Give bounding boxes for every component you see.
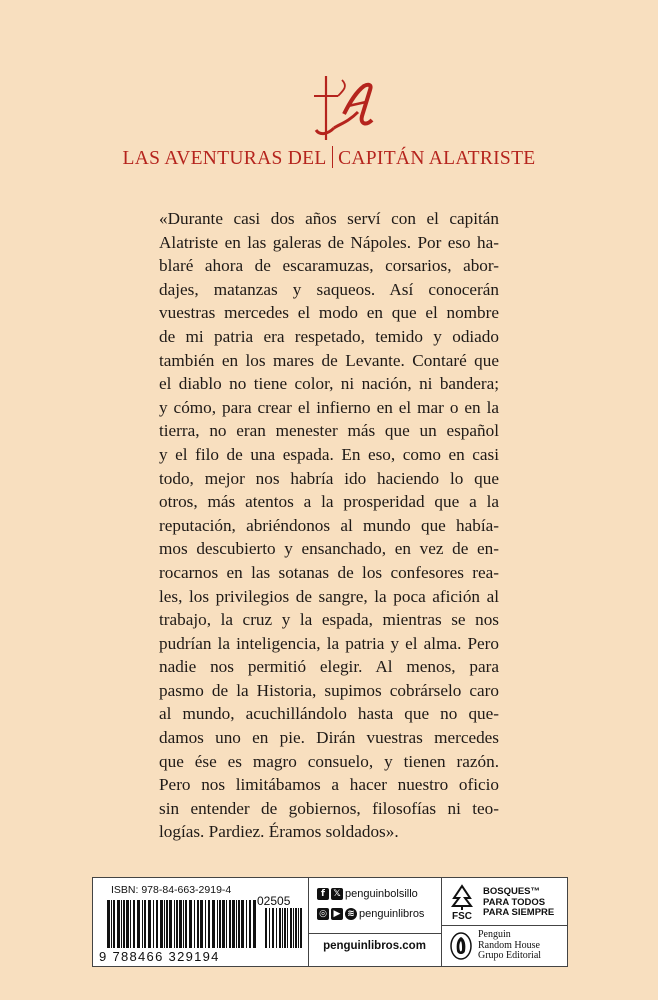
blurb-line: el diablo no tiene color, ni nación, ni bandera; <box>159 374 499 394</box>
series-title-right: CAPITÁN ALATRISTE <box>338 148 536 169</box>
blurb-line: tierra, no eran menester más que un español <box>159 421 499 441</box>
facebook-icon[interactable]: f <box>317 888 329 900</box>
fsc-line: BOSQUES™ <box>483 886 541 897</box>
certification-block <box>441 878 567 966</box>
blurb-line: dajes, matanzas y saqueos. Así conocerán <box>159 279 499 299</box>
blurb-line: rocarnos en las sotanas de los confesores rea- <box>159 562 499 582</box>
blurb-line: vuestras mercedes el modo en que el nombre <box>159 303 499 323</box>
blurb-line: también en los mares de Levante. Contaré que <box>159 350 499 370</box>
fsc-line: PARA TODOS <box>483 896 546 908</box>
youtube-icon[interactable]: ▶ <box>331 908 343 920</box>
social-handle-1[interactable]: penguinbolsillo <box>345 888 418 900</box>
price-code: 02505 <box>257 894 291 908</box>
fsc-campaign-text <box>483 887 554 919</box>
blurb-line: otros, más atentos a la prosperidad que a la <box>159 492 499 512</box>
blurb-line: blaré ahora de escaramuzas, corsarios, abor- <box>159 256 499 276</box>
blurb-line: pudrían la inteligencia, la patria y el alma. Pero <box>159 633 499 653</box>
blurb-line: les, los privilegios de sangre, la poca afición al <box>159 586 499 606</box>
spotify-icon[interactable]: ≋ <box>345 908 357 920</box>
blurb-line: trabajo, la cruz y la espada, mientras se nos <box>159 610 499 630</box>
alatriste-sword-logo <box>298 72 388 144</box>
blurb-line: pasmo de la Historia, supimos cobrárselo caro <box>159 680 499 700</box>
publisher-line: Random House <box>478 939 540 951</box>
blurb-line: Pero nos limitábamos a hacer nuestro oficio <box>159 775 499 795</box>
social-block <box>308 878 442 966</box>
website-link[interactable]: penguinlibros.com <box>323 940 426 952</box>
publisher-line: Penguin <box>478 929 511 940</box>
blurb-line: Alatriste en las galeras de Nápoles. Por eso ha- <box>159 232 499 252</box>
blurb-line: nadie nos permitió elegir. Al menos, para <box>159 657 499 677</box>
blurb-line: al mundo, acuchillándolo hasta que no que- <box>159 704 499 724</box>
blurb-line: todo, mejor nos habría ido haciendo lo que <box>159 468 499 488</box>
barcode-digits: 9 788466 329194 <box>99 949 220 964</box>
fsc-tree-icon <box>449 884 475 910</box>
blurb-line: que ése es magro consuelo, y tienen razón. <box>159 751 499 771</box>
blurb-line: damos uno en pie. Dirán vuestras mercedes <box>159 728 499 748</box>
blurb-line: sin entender de gobiernos, filosofías ni teo- <box>159 798 499 818</box>
barcode-block <box>93 878 309 966</box>
blurb-line: «Durante casi dos años serví con el capitán <box>159 209 499 228</box>
blurb-line: mos descubierto y ensanchado, en vez de en- <box>159 539 499 559</box>
sword-divider <box>332 146 334 168</box>
blurb-line: reputación, abriéndonos al mundo que había- <box>159 515 499 535</box>
series-title-left: LAS AVENTURAS DEL <box>122 148 327 169</box>
back-cover-blurb <box>159 207 499 844</box>
social-handle-2[interactable]: penguinlibros <box>359 908 425 920</box>
social-row-2 <box>317 908 424 920</box>
publisher-line: Grupo Editorial <box>478 950 542 961</box>
series-title <box>0 146 658 170</box>
blurb-line: y el filo de una espada. En eso, como en casi <box>159 444 499 464</box>
publisher-name <box>478 930 541 962</box>
barcode-icon <box>99 896 304 948</box>
divider <box>441 925 567 926</box>
blurb-line: logías. Pardiez. Éramos soldados». <box>159 822 399 842</box>
blurb-line: y cómo, para crear el infierno en el mar o en la <box>159 397 499 417</box>
blurb-line: de mi patria era respetado, temido y odiado <box>159 326 499 346</box>
penguin-logo-icon <box>449 931 473 961</box>
instagram-icon[interactable]: ◎ <box>317 908 329 920</box>
fsc-line: PARA SIEMPRE <box>483 907 555 918</box>
isbn-label: ISBN: 978-84-663-2919-4 <box>111 884 232 896</box>
publisher-info-box <box>92 877 568 967</box>
x-icon[interactable]: 𝕏 <box>331 888 343 900</box>
social-row-1 <box>317 888 418 900</box>
fsc-label: FSC <box>452 911 472 922</box>
divider <box>308 933 441 934</box>
